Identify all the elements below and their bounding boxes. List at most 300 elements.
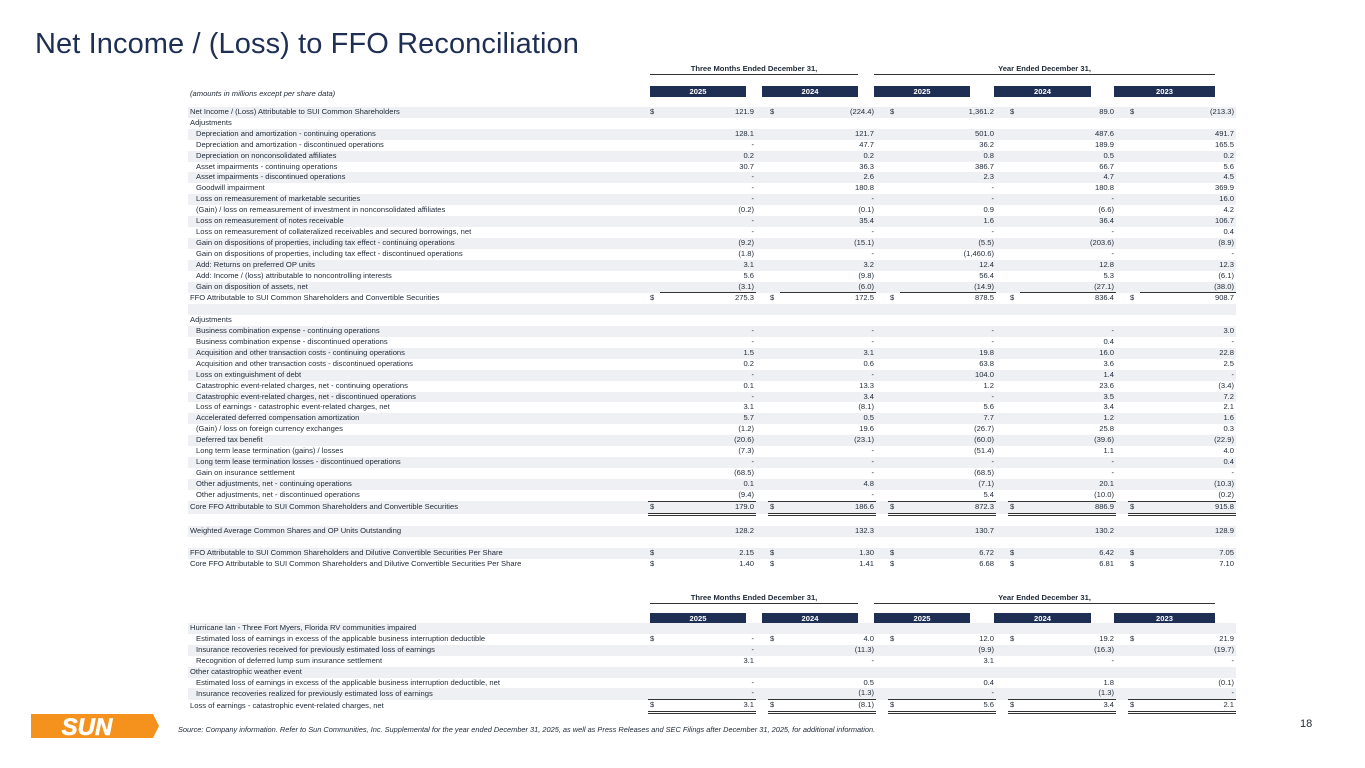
cell-value: (0.1) <box>858 205 874 215</box>
currency-symbol <box>1008 359 1020 370</box>
column-gap <box>756 392 768 403</box>
cell-value: (3.4) <box>1218 380 1234 390</box>
cell-value: 19.8 <box>900 348 996 359</box>
currency-symbol <box>768 479 780 490</box>
column-gap <box>756 183 768 194</box>
column-gap <box>876 678 888 689</box>
currency-symbol <box>888 326 900 337</box>
cell-value: 4.8 <box>780 479 876 490</box>
cell-value: 3.4 <box>780 392 876 403</box>
column-gap <box>876 359 888 370</box>
currency-symbol <box>768 183 780 194</box>
column-gap <box>876 526 888 537</box>
cell-value: 7.2 <box>1140 392 1236 403</box>
cell-value: 6.72 <box>900 548 996 559</box>
cell-value: 3.4 <box>1103 402 1114 412</box>
column-gap <box>1116 559 1128 570</box>
currency-symbol <box>1128 457 1140 468</box>
column-gap <box>996 304 1008 315</box>
currency-symbol <box>768 468 780 479</box>
currency-symbol <box>1128 468 1140 479</box>
cell-value: 878.5 <box>974 293 994 303</box>
cell-value: (6.0) <box>780 282 876 293</box>
table-row <box>188 151 1236 162</box>
cell-value: 35.4 <box>780 216 876 227</box>
column-gap <box>756 479 768 490</box>
column-gap <box>996 381 1008 392</box>
cell-value: - <box>900 326 996 337</box>
currency-symbol <box>648 370 660 381</box>
table-row <box>188 424 1236 435</box>
table-row <box>188 107 1236 118</box>
currency-symbol <box>768 282 780 293</box>
column-gap <box>996 656 1008 667</box>
cell-value: - <box>780 194 876 205</box>
cell-value: (1.2) <box>738 424 754 434</box>
cell-value: 5.6 <box>743 270 754 280</box>
cell-value: (16.3) <box>1020 645 1116 656</box>
currency-symbol <box>1128 282 1140 293</box>
column-gap <box>996 260 1008 271</box>
row-label: Gain on dispositions of properties, including tax effect - discontinued operations <box>196 248 463 258</box>
currency-symbol <box>1008 392 1020 403</box>
column-gap <box>756 205 768 216</box>
currency-symbol <box>1008 337 1020 348</box>
cell-value <box>1140 118 1236 129</box>
currency-symbol <box>648 151 660 162</box>
currency-symbol <box>648 623 660 634</box>
currency-symbol <box>888 172 900 183</box>
column-gap <box>996 457 1008 468</box>
cell-value: (38.0) <box>1140 282 1236 293</box>
column-gap <box>876 700 888 713</box>
cell-value: 386.7 <box>974 161 994 171</box>
column-gap <box>996 688 1008 699</box>
row-label: Add: Income / (loss) attributable to noncontrolling interests <box>196 270 392 280</box>
currency-symbol <box>1128 118 1140 129</box>
currency-symbol <box>888 359 900 370</box>
column-gap <box>996 183 1008 194</box>
currency-symbol <box>1008 151 1020 162</box>
column-gap <box>876 107 888 118</box>
currency-symbol <box>1128 304 1140 315</box>
cell-value: 7.05 <box>1140 548 1236 559</box>
currency-symbol <box>888 490 900 501</box>
cell-value: 872.3 <box>900 501 996 514</box>
table-row <box>188 446 1236 457</box>
currency-symbol <box>648 537 660 548</box>
cell-value: 0.3 <box>1223 424 1234 434</box>
column-gap <box>876 337 888 348</box>
year-header: 2024 <box>762 613 858 624</box>
currency-symbol <box>648 645 660 656</box>
table-row <box>188 623 1236 634</box>
cell-value: - <box>1111 248 1114 258</box>
row-label: Loss of earnings - catastrophic event-related charges, net <box>190 700 384 710</box>
currency-symbol <box>1128 162 1140 173</box>
currency-symbol <box>1128 446 1140 457</box>
cell-value <box>780 315 876 326</box>
table-row <box>188 392 1236 403</box>
table-row <box>188 370 1236 381</box>
year-header: 2025 <box>650 613 746 624</box>
table-row <box>188 490 1236 501</box>
cell-value: 47.7 <box>859 139 874 149</box>
column-gap <box>996 271 1008 282</box>
currency-symbol <box>648 326 660 337</box>
column-gap <box>1116 227 1128 238</box>
currency-symbol <box>648 348 660 359</box>
currency-symbol <box>888 413 900 424</box>
currency-symbol: $ <box>648 501 660 514</box>
table-row <box>188 315 1236 326</box>
currency-symbol <box>888 140 900 151</box>
cell-value <box>660 514 756 526</box>
currency-symbol: $ <box>648 548 660 559</box>
column-gap <box>996 194 1008 205</box>
cell-value: - <box>1020 194 1116 205</box>
cell-value: (8.1) <box>858 402 874 412</box>
currency-symbol: $ <box>888 107 900 118</box>
column-gap <box>756 656 768 667</box>
currency-symbol <box>768 172 780 183</box>
currency-symbol <box>888 304 900 315</box>
cell-value: 0.2 <box>743 358 754 368</box>
currency-symbol <box>768 260 780 271</box>
column-gap <box>756 559 768 570</box>
column-gap <box>756 359 768 370</box>
currency-symbol: $ <box>1130 559 1135 569</box>
cell-value: - <box>1111 655 1114 665</box>
cell-value: 3.1 <box>743 402 754 412</box>
currency-symbol <box>768 392 780 403</box>
column-gap <box>1116 172 1128 183</box>
cell-value: - <box>751 677 754 687</box>
table-row <box>188 457 1236 468</box>
cell-value: (39.6) <box>1020 435 1116 446</box>
cell-value: 12.4 <box>900 260 996 271</box>
column-gap <box>996 118 1008 129</box>
column-gap <box>876 688 888 699</box>
currency-symbol: $ <box>648 700 660 713</box>
column-gap <box>876 623 888 634</box>
currency-symbol: $ <box>1010 633 1015 643</box>
column-gap <box>1116 260 1128 271</box>
cell-value: (7.3) <box>738 446 754 456</box>
column-gap <box>1116 402 1128 413</box>
table-row <box>188 559 1236 570</box>
currency-symbol <box>1008 667 1020 678</box>
cell-value: - <box>780 457 876 468</box>
currency-symbol <box>1128 326 1140 337</box>
cell-value: - <box>751 139 754 149</box>
column-gap <box>756 526 768 537</box>
currency-symbol <box>648 667 660 678</box>
currency-symbol <box>1008 514 1020 526</box>
column-gap <box>756 249 768 260</box>
currency-symbol <box>1128 514 1140 526</box>
currency-symbol <box>1008 370 1020 381</box>
currency-symbol <box>768 678 780 689</box>
cell-value: 20.1 <box>1020 479 1116 490</box>
currency-symbol <box>648 678 660 689</box>
row-label: (Gain) / loss on foreign currency exchanges <box>196 424 343 434</box>
currency-symbol <box>768 537 780 548</box>
cell-value: 16.0 <box>1140 194 1236 205</box>
currency-symbol: $ <box>890 559 895 569</box>
currency-symbol <box>768 490 780 501</box>
row-label: FFO Attributable to SUI Common Shareholders and Convertible Securities <box>190 293 440 303</box>
currency-symbol <box>768 446 780 457</box>
cell-value: (11.3) <box>780 645 876 656</box>
currency-symbol <box>1008 271 1020 282</box>
column-gap <box>1116 501 1128 514</box>
column-gap <box>876 656 888 667</box>
currency-symbol <box>888 678 900 689</box>
column-gap <box>756 446 768 457</box>
column-gap <box>1116 249 1128 260</box>
column-gap <box>756 129 768 140</box>
table-row <box>188 326 1236 337</box>
currency-symbol <box>648 457 660 468</box>
column-gap <box>876 315 888 326</box>
column-gap <box>996 559 1008 570</box>
cell-value: 30.7 <box>739 161 754 171</box>
cell-value: 0.9 <box>983 205 994 215</box>
column-gap <box>756 402 768 413</box>
column-gap <box>1116 424 1128 435</box>
currency-symbol <box>888 667 900 678</box>
table-row <box>188 337 1236 348</box>
cell-value: 3.1 <box>660 700 756 713</box>
currency-symbol <box>1128 490 1140 501</box>
currency-symbol: $ <box>888 501 900 514</box>
column-gap <box>1116 293 1128 304</box>
column-gap <box>756 162 768 173</box>
currency-symbol <box>648 205 660 216</box>
table-row <box>188 435 1236 446</box>
cell-value: - <box>991 226 994 236</box>
column-gap <box>876 293 888 304</box>
column-gap <box>996 359 1008 370</box>
currency-symbol <box>648 129 660 140</box>
cell-value: (68.5) <box>974 467 994 477</box>
cell-value <box>780 118 876 129</box>
currency-symbol <box>648 435 660 446</box>
column-gap <box>876 172 888 183</box>
column-gap <box>1116 337 1128 348</box>
cell-value: 12.0 <box>979 633 994 643</box>
currency-symbol <box>1128 271 1140 282</box>
row-label: Insurance recoveries realized for previously estimated loss of earnings <box>188 688 648 699</box>
column-gap <box>876 548 888 559</box>
cell-value: 25.8 <box>1099 424 1114 434</box>
currency-symbol <box>768 205 780 216</box>
currency-symbol <box>1128 359 1140 370</box>
currency-symbol <box>1008 678 1020 689</box>
currency-symbol: $ <box>1008 107 1020 118</box>
cell-value <box>780 304 876 315</box>
currency-symbol <box>768 424 780 435</box>
column-gap <box>756 216 768 227</box>
currency-symbol <box>1008 424 1020 435</box>
column-gap <box>876 151 888 162</box>
column-gap <box>876 468 888 479</box>
currency-symbol <box>888 282 900 293</box>
column-gap <box>876 118 888 129</box>
cell-value: 4.7 <box>1020 172 1116 183</box>
currency-symbol <box>648 413 660 424</box>
column-gap <box>876 238 888 249</box>
column-gap <box>1116 370 1128 381</box>
cell-value: 12.8 <box>1020 260 1116 271</box>
cell-value: 4.2 <box>1223 205 1234 215</box>
row-label: Accelerated deferred compensation amortization <box>188 413 648 424</box>
column-gap <box>756 326 768 337</box>
column-gap <box>1116 700 1128 713</box>
currency-symbol <box>768 623 780 634</box>
table-row <box>188 172 1236 183</box>
column-gap <box>756 623 768 634</box>
currency-symbol <box>1008 490 1020 501</box>
table-row <box>188 526 1236 537</box>
currency-symbol <box>768 645 780 656</box>
currency-symbol: $ <box>768 501 780 514</box>
cell-value <box>900 304 996 315</box>
cell-value: (20.6) <box>660 435 756 446</box>
currency-symbol <box>648 424 660 435</box>
column-gap <box>756 282 768 293</box>
column-gap <box>1116 326 1128 337</box>
cell-value <box>900 537 996 548</box>
currency-symbol <box>1128 172 1140 183</box>
cell-value: - <box>660 194 756 205</box>
cell-value: 1.2 <box>1020 413 1116 424</box>
cell-value <box>1020 537 1116 548</box>
currency-symbol: $ <box>650 293 655 303</box>
column-gap <box>876 457 888 468</box>
column-gap <box>1116 392 1128 403</box>
currency-symbol <box>648 402 660 413</box>
cell-value: (27.1) <box>1020 282 1116 293</box>
table-row <box>188 260 1236 271</box>
currency-symbol <box>1128 667 1140 678</box>
cell-value: (60.0) <box>900 435 996 446</box>
currency-symbol <box>648 271 660 282</box>
currency-symbol <box>648 514 660 526</box>
cell-value: - <box>780 370 876 381</box>
column-gap <box>996 667 1008 678</box>
cell-value: - <box>751 337 754 347</box>
cell-value: 128.1 <box>660 129 756 140</box>
currency-symbol <box>1128 205 1140 216</box>
page-number: 18 <box>1300 718 1313 730</box>
table-row <box>188 140 1236 151</box>
row-label: Hurricane Ian - Three Fort Myers, Florida RV communities impaired <box>188 623 648 634</box>
cell-value: 130.2 <box>1020 526 1116 537</box>
column-gap <box>876 249 888 260</box>
currency-symbol <box>1128 249 1140 260</box>
table-row <box>188 537 1236 548</box>
cell-value <box>900 514 996 526</box>
currency-symbol <box>888 526 900 537</box>
cell-value: - <box>871 337 874 347</box>
currency-symbol <box>648 446 660 457</box>
cell-value: 132.3 <box>780 526 876 537</box>
cell-value <box>660 623 756 634</box>
currency-symbol <box>888 370 900 381</box>
column-gap <box>1116 634 1128 645</box>
cell-value: 0.4 <box>1103 337 1114 347</box>
currency-symbol: $ <box>650 559 655 569</box>
currency-symbol <box>1128 129 1140 140</box>
sun-logo <box>25 710 160 742</box>
currency-symbol: $ <box>770 559 775 569</box>
currency-symbol <box>1128 381 1140 392</box>
currency-symbol <box>768 667 780 678</box>
cell-value <box>780 623 876 634</box>
column-gap <box>756 645 768 656</box>
row-label: Loss on remeasurement of collateralized receivables and secured borrowings, net <box>196 226 472 236</box>
currency-symbol <box>888 514 900 526</box>
currency-symbol <box>1008 413 1020 424</box>
column-gap <box>1116 118 1128 129</box>
currency-symbol <box>648 183 660 194</box>
currency-symbol <box>888 271 900 282</box>
column-gap <box>1116 315 1128 326</box>
column-gap <box>1116 490 1128 501</box>
cell-value: 128.9 <box>1140 526 1236 537</box>
currency-symbol <box>1128 216 1140 227</box>
currency-symbol <box>1008 402 1020 413</box>
cell-value: 1.6 <box>1140 413 1236 424</box>
cell-value: 5.6 <box>983 402 994 412</box>
cell-value: 89.0 <box>1020 107 1116 118</box>
currency-symbol: $ <box>1008 700 1020 713</box>
cell-value <box>660 118 756 129</box>
currency-symbol <box>1008 282 1020 293</box>
column-gap <box>996 337 1008 348</box>
cell-value: 487.6 <box>1020 129 1116 140</box>
column-gap <box>756 424 768 435</box>
cell-value: 2.3 <box>900 172 996 183</box>
column-gap <box>996 172 1008 183</box>
cell-value: 180.8 <box>854 183 874 193</box>
cell-value: (8.9) <box>1140 238 1236 249</box>
column-gap <box>996 490 1008 501</box>
column-gap <box>756 348 768 359</box>
cell-value: 36.4 <box>1020 216 1116 227</box>
currency-symbol <box>1008 216 1020 227</box>
currency-symbol <box>768 162 780 173</box>
cell-value: 0.5 <box>780 413 876 424</box>
column-gap <box>1116 140 1128 151</box>
currency-symbol <box>1128 688 1140 699</box>
column-gap <box>1116 107 1128 118</box>
currency-symbol <box>1128 260 1140 271</box>
cell-value: - <box>1020 457 1116 468</box>
cell-value: 165.5 <box>1214 139 1234 149</box>
column-gap <box>756 457 768 468</box>
column-gap <box>876 227 888 238</box>
row-label: Core FFO Attributable to SUI Common Shareholders and Convertible Securities <box>188 501 648 514</box>
currency-symbol <box>648 526 660 537</box>
currency-symbol <box>1008 381 1020 392</box>
column-gap <box>876 667 888 678</box>
row-label: Core FFO Attributable to SUI Common Shareholders and Dilutive Convertible Securities Per Share <box>190 559 522 569</box>
currency-symbol: $ <box>768 700 780 713</box>
table-row <box>188 359 1236 370</box>
